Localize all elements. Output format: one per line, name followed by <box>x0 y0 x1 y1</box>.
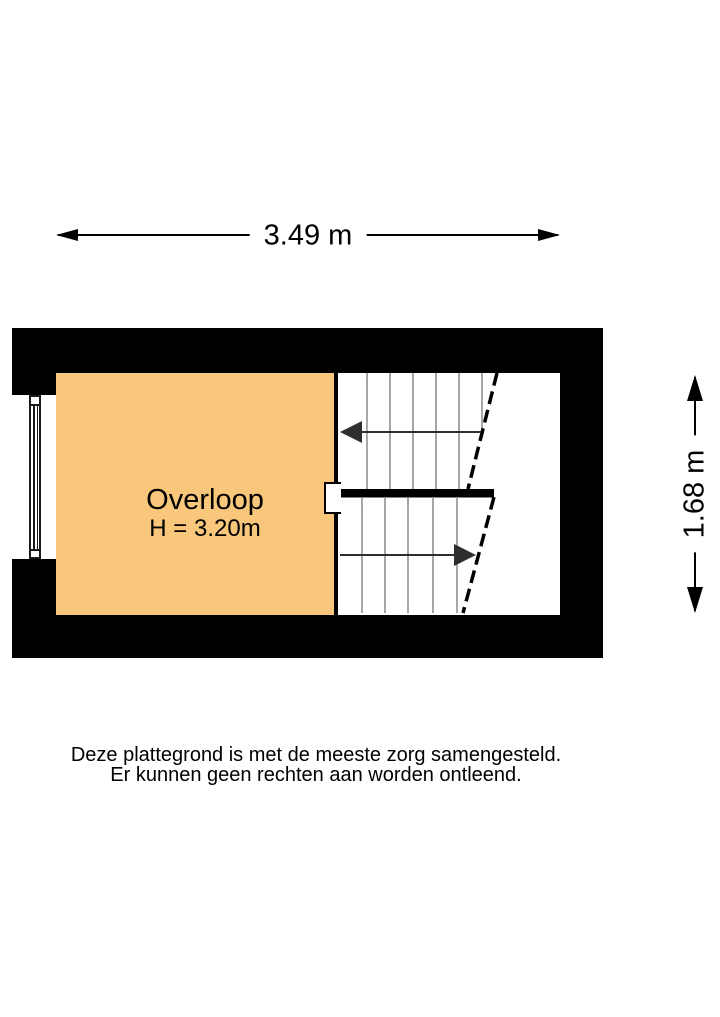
room-label-block <box>60 485 350 542</box>
dimension-width-label: 3.49 m <box>250 222 367 251</box>
dimension-height-label: 1.68 m <box>681 436 710 553</box>
arrow-right-icon <box>454 544 476 566</box>
room-height-label: H = 3.20m <box>149 515 261 542</box>
stair-direction-arrow-upper <box>340 421 481 443</box>
disclaimer <box>0 745 632 785</box>
arrowhead-up-icon <box>687 375 703 401</box>
arrowhead-down-icon <box>687 587 703 613</box>
arrow-left-icon <box>340 421 362 443</box>
flight-divider <box>337 489 494 498</box>
disclaimer-line-2: Er kunnen geen rechten aan worden ontleend. <box>110 764 522 786</box>
room-name-label: Overloop <box>146 484 264 516</box>
disclaimer-line-1: Deze plattegrond is met de meeste zorg samengesteld. <box>70 744 562 766</box>
